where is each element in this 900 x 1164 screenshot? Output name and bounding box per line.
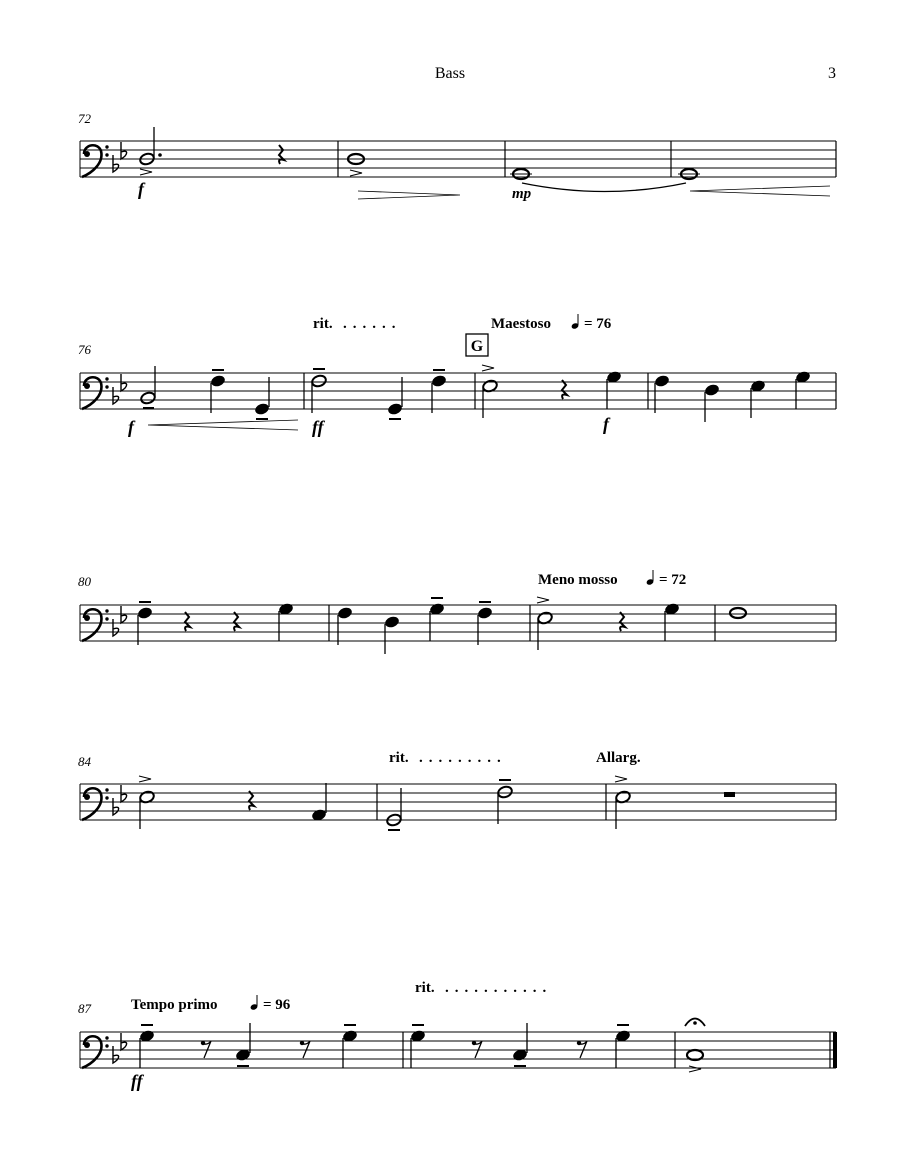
measure-number: 80 [78, 574, 91, 589]
note-head [654, 374, 671, 388]
half-rest [724, 792, 735, 797]
note-head [311, 374, 328, 388]
note-head [137, 606, 154, 620]
measure-number: 72 [78, 111, 91, 126]
tempo-bpm: = 72 [659, 572, 687, 588]
tempo-rit: rit. [389, 750, 409, 766]
tempo-marking: Maestoso [491, 316, 551, 332]
quarter-rest [185, 612, 190, 631]
accent-mark [689, 1066, 701, 1072]
quarter-rest [279, 145, 284, 164]
augmentation-dot [158, 153, 162, 157]
note-head [704, 383, 721, 397]
tempo-marking: Meno mosso [538, 572, 618, 588]
bass-clef-dot [84, 615, 90, 621]
note-head [431, 374, 448, 388]
quarter-rest [234, 612, 239, 631]
whole-note [730, 608, 746, 618]
note-head [337, 606, 354, 620]
system-5 [131, 980, 705, 1091]
bass-clef-dot [105, 385, 108, 388]
tempo-bpm: = 96 [263, 997, 291, 1013]
eighth-rest [472, 1041, 482, 1058]
quarter-rest [620, 612, 625, 631]
flat-sign-icon [113, 798, 119, 815]
dynamic-marking: f [138, 179, 144, 199]
rit-dots: ......... [419, 750, 507, 766]
system-4 [139, 750, 735, 830]
accent-mark [537, 597, 549, 603]
rehearsal-mark: G [470, 338, 484, 355]
rit-dots: ...... [343, 316, 402, 332]
eighth-rest [201, 1041, 211, 1058]
bass-clef-dot [84, 383, 90, 389]
bass-clef-dot [84, 1042, 90, 1048]
quarter-note-icon [646, 570, 654, 586]
note-head [140, 391, 157, 405]
note-head [384, 615, 401, 629]
bass-clef-dot [105, 609, 108, 612]
accent-mark [139, 776, 151, 782]
bass-clef-dot [105, 1036, 108, 1039]
note-head [254, 402, 271, 416]
measure-number: 84 [78, 754, 91, 769]
dynamic-marking: f [128, 417, 134, 437]
bass-clef-dot [105, 796, 108, 799]
part-name: Bass [434, 65, 466, 82]
measure-number: 76 [78, 342, 91, 357]
bass-clef-dot [105, 788, 108, 791]
dynamic-marking: ff [131, 1071, 143, 1091]
eighth-rest [300, 1041, 310, 1058]
dynamic-marking: mp [512, 186, 532, 202]
tempo-marking: Tempo primo [131, 997, 218, 1013]
flat-sign-icon [113, 1046, 119, 1063]
quarter-rest [562, 380, 567, 399]
tempo-rit: rit. [415, 980, 435, 996]
measure-number: 87 [78, 1001, 91, 1016]
system-1 [138, 127, 830, 202]
accent-mark [482, 365, 494, 371]
quarter-note-icon [571, 314, 579, 330]
tempo-marking: Allarg. [596, 750, 641, 766]
dynamic-marking: f [603, 414, 609, 434]
page-number: 3 [828, 65, 836, 82]
system-2 [128, 314, 811, 437]
tempo-rit: rit. [313, 316, 333, 332]
final-barline-thick [833, 1032, 837, 1068]
bass-clef-dot [84, 794, 90, 800]
flat-sign-icon [113, 619, 119, 636]
bass-clef-dot [84, 151, 90, 157]
flat-sign-icon [113, 387, 119, 404]
dynamic-marking: ff [312, 417, 324, 437]
accent-mark [615, 776, 627, 782]
decrescendo-hairpin [358, 191, 460, 199]
rit-dots: ........... [445, 980, 553, 996]
staff-systems [80, 141, 837, 1068]
note-head [497, 785, 514, 799]
bass-clef-dot [105, 1044, 108, 1047]
crescendo-hairpin [690, 186, 830, 196]
flat-sign-icon [113, 155, 119, 172]
note-head [387, 402, 404, 416]
accent-mark [140, 169, 152, 175]
quarter-note-icon [250, 995, 258, 1011]
bass-clef-dot [105, 617, 108, 620]
note-head [477, 606, 494, 620]
eighth-rest [577, 1041, 587, 1058]
accent-mark [350, 170, 362, 176]
bass-clef-dot [105, 145, 108, 148]
crescendo-hairpin [148, 420, 298, 430]
tempo-bpm: = 76 [584, 316, 612, 332]
note-head [210, 374, 227, 388]
quarter-rest [249, 791, 254, 810]
bass-clef-dot [105, 153, 108, 156]
tie [522, 183, 686, 192]
fermata-dot [693, 1021, 697, 1025]
bass-clef-dot [105, 377, 108, 380]
